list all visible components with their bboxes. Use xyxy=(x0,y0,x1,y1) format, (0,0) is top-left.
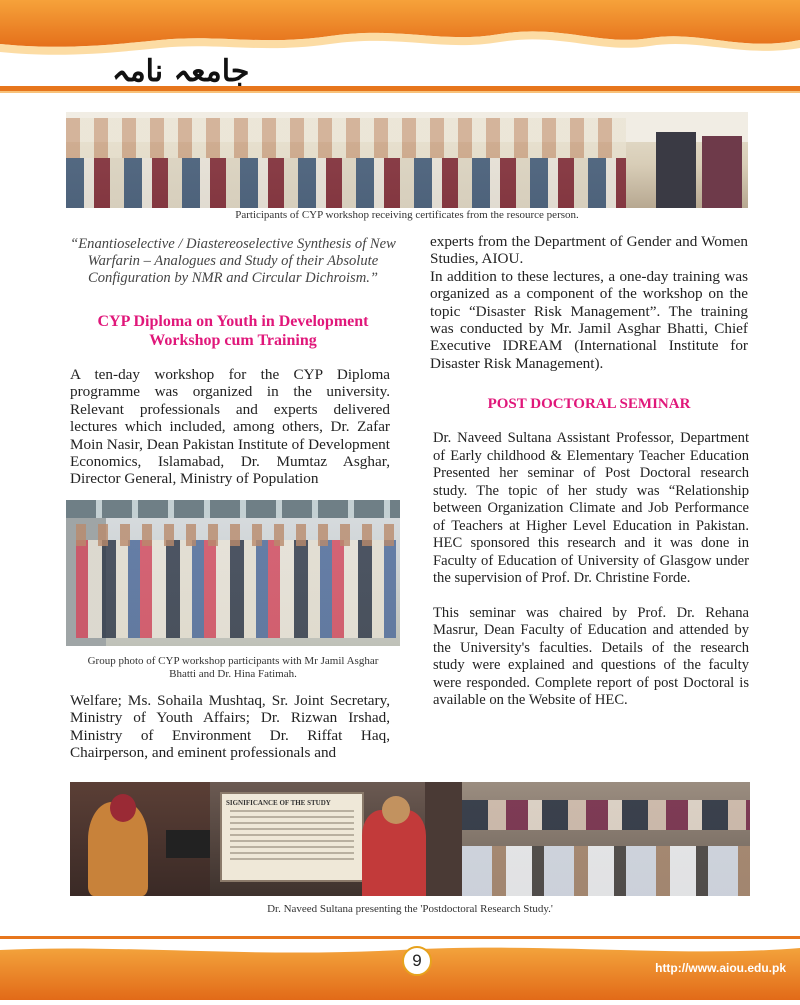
left-column-body-top xyxy=(70,366,390,488)
masthead-title: جامعہ نامہ xyxy=(112,54,250,89)
group-photo-cyp-participants xyxy=(66,500,400,646)
post-doctoral-seminar-heading: POST DOCTORAL SEMINAR xyxy=(487,396,691,412)
seminar-body xyxy=(433,430,749,710)
slide-title: SIGNIFICANCE OF THE STUDY xyxy=(226,799,331,807)
seminar-presentation-photo xyxy=(70,782,750,896)
left-column-body-bottom xyxy=(70,692,390,762)
footer-website-link[interactable]: http://www.aiou.edu.pk xyxy=(655,961,786,975)
disaster-training-paragraph: In addition to these lectures, a one-day training was organized as a component of the workshop on the topic “Disaster Risk Management”. The training was conducted by Mr. Jamil Asghar Bhatti, Chief Executive IDREAM (International Institute for Disaster Risk Management). xyxy=(430,267,748,372)
cyp-workshop-paragraph: A ten-day workshop for the CYP Diploma programme was organized in the university. Relevant professionals and experts delivered lectures which included, among others, Dr. Zafar Moin Nasir, Dean Pakistan Institute of Development Economics, Islamabad, Dr. Mumtaz Asghar, Director General, Ministry of Population xyxy=(70,366,390,488)
research-title-quote: “Enantioselective / Diastereoselective Synthesis of New Warfarin – Analogues and Study of their Absolute Configuration by NMR and Circular Dichroism.” xyxy=(70,236,396,286)
cyp-diploma-heading: CYP Diploma on Youth in Development Workshop cum Training xyxy=(97,313,369,349)
group-photo-caption: Group photo of CYP workshop participants with Mr Jamil Asghar Bhatti and Dr. Hina Fatimah. xyxy=(87,655,379,680)
lecturers-continued-paragraph: Welfare; Ms. Sohaila Mushtaq, Sr. Joint Secretary, Ministry of Youth Affairs; Dr. Rizwan Irshad, Ministry of Environment Dr. Riffat Haq, Chairperson, and eminent professionals and xyxy=(70,692,390,762)
seminar-intro-paragraph: Dr. Naveed Sultana Assistant Professor, Department of Early childhood & Elementary Teacher Education Presented her seminar of Post Doctoral research study. The topic of her study was “Relationship between Organization Climate and Job Performance of Teachers at Higher Level Education in Pakistan. HEC sponsored this research and it was done in Faculty of Education of University of Glasgow under the supervision of Prof. Dr. Christine Forde. xyxy=(433,430,749,586)
certificate-ceremony-photo xyxy=(66,112,748,208)
gender-studies-paragraph: experts from the Department of Gender and Women Studies, AIOU. xyxy=(430,233,748,268)
seminar-photo-caption: Dr. Naveed Sultana presenting the 'Postdoctoral Research Study.' xyxy=(267,903,553,915)
certificate-photo-caption: Participants of CYP workshop receiving certificates from the resource person. xyxy=(235,209,579,221)
seminar-chair-paragraph: This seminar was chaired by Prof. Dr. Rehana Masrur, Dean Faculty of Education and attended by the University's faculties. Details of the research study were explained and questions of the faculty were responded. Complete report of post Doctoral is available on the Website of HEC. xyxy=(433,604,749,708)
page-number: 9 xyxy=(402,946,432,976)
right-column-body xyxy=(430,233,748,372)
